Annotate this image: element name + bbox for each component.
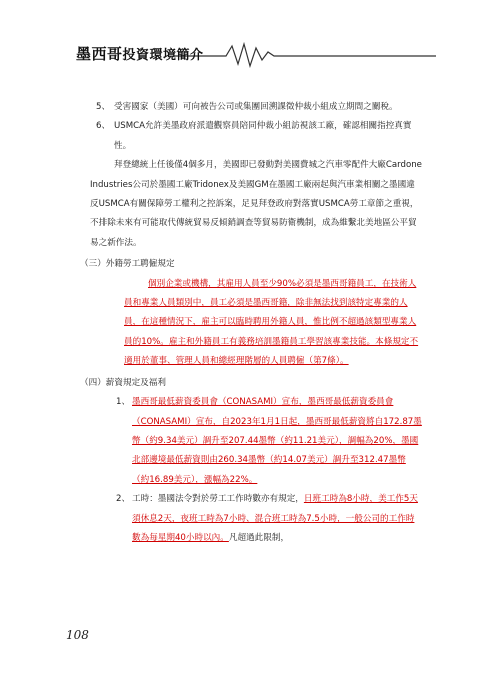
header-title <box>76 43 204 64</box>
section-4-heading: （四）薪資規定及福利 <box>80 377 166 388</box>
highlighted-text: 個別企業或機構，其雇用人員至少90%必須是墨西哥籍員工，在技術人員和專業人員類別中，員工必須是墨西哥籍，除非無法找到該特定專業的人員，在這種情況下，雇主可以臨時聘用外籍人員，惟比例不超過該類型專業人員的10%。雇主和外籍員工有義務培訓墨籍員工學習該專業技能。本條規定不適用於董事、管理人員和總經理階層的人員聘僱（第7條）。 <box>124 278 419 367</box>
paragraph-biden: 拜登總統上任後僅4個多月，美國即已發動對美國費城之汽車零配件大廠Cardone Industries公司於墨國工廠Tridonex及美國GM在墨國工廠兩起與汽車業相關之墨國違反USMCA有關保障勞工權利之控訴案，足見拜登政府對落實USMCA勞工章節之重視，不排除未來有可能取代傳統貿易反傾銷調查等貿易防衛機制，成為維繫北美地區公平貿易之新作法。 <box>90 160 422 248</box>
list-number: 6、 <box>96 121 111 132</box>
section-4-item-2 <box>80 490 422 548</box>
section-3-heading: （三）外籍勞工聘僱規定 <box>80 259 175 270</box>
list-number: 5、 <box>96 102 111 112</box>
list-item-text: 受害國家（美國）可向被告公司或集團回溯課徵仲裁小組成立期間之關稅。 <box>114 102 398 112</box>
list-item-5 <box>80 98 422 117</box>
list-item-6 <box>80 117 422 156</box>
section-4-item-1 <box>80 393 422 490</box>
page-number: 108 <box>66 628 89 642</box>
highlighted-text: 日班工時為8小時，美工作5天須休息2天，夜班工時為7小時、混合班工時為7.5小時，一般公司的工作時數為每星期40小時以內。 <box>132 494 418 543</box>
header-title-sub: 投資環境簡介 <box>122 48 204 63</box>
list-number: 1、 <box>116 397 131 408</box>
highlighted-text: 墨西哥最低薪資委員會（CONASAMI）宣布，墨西哥最低薪資委員會（CONASAMI）宣布，自2023年1月1日起，墨西哥最低薪資將自172.87墨幣（約9.34美元）調升至207.44墨幣（約11.21美元），調幅為20%，墨國北部邊境最低薪資則由260.34墨幣（約14.07美元）調升至312.47墨幣（約16.89美元），漲幅為22%。 <box>132 397 422 485</box>
document-body <box>80 98 422 548</box>
list-item-text: USMCA允許美墨政府派遣觀察員陪同仲裁小組訪視該工廠，確認相關指控真實性。 <box>114 121 412 151</box>
item-tail-text: 凡超過此限制， <box>228 532 290 543</box>
header-title-main: 墨西哥 <box>76 45 123 63</box>
list-number: 2、 <box>116 494 131 505</box>
page-header <box>76 40 436 68</box>
item-lead-text: 工時：墨國法令對於勞工工作時數亦有規定， <box>132 494 304 505</box>
section-3-text <box>80 275 422 372</box>
